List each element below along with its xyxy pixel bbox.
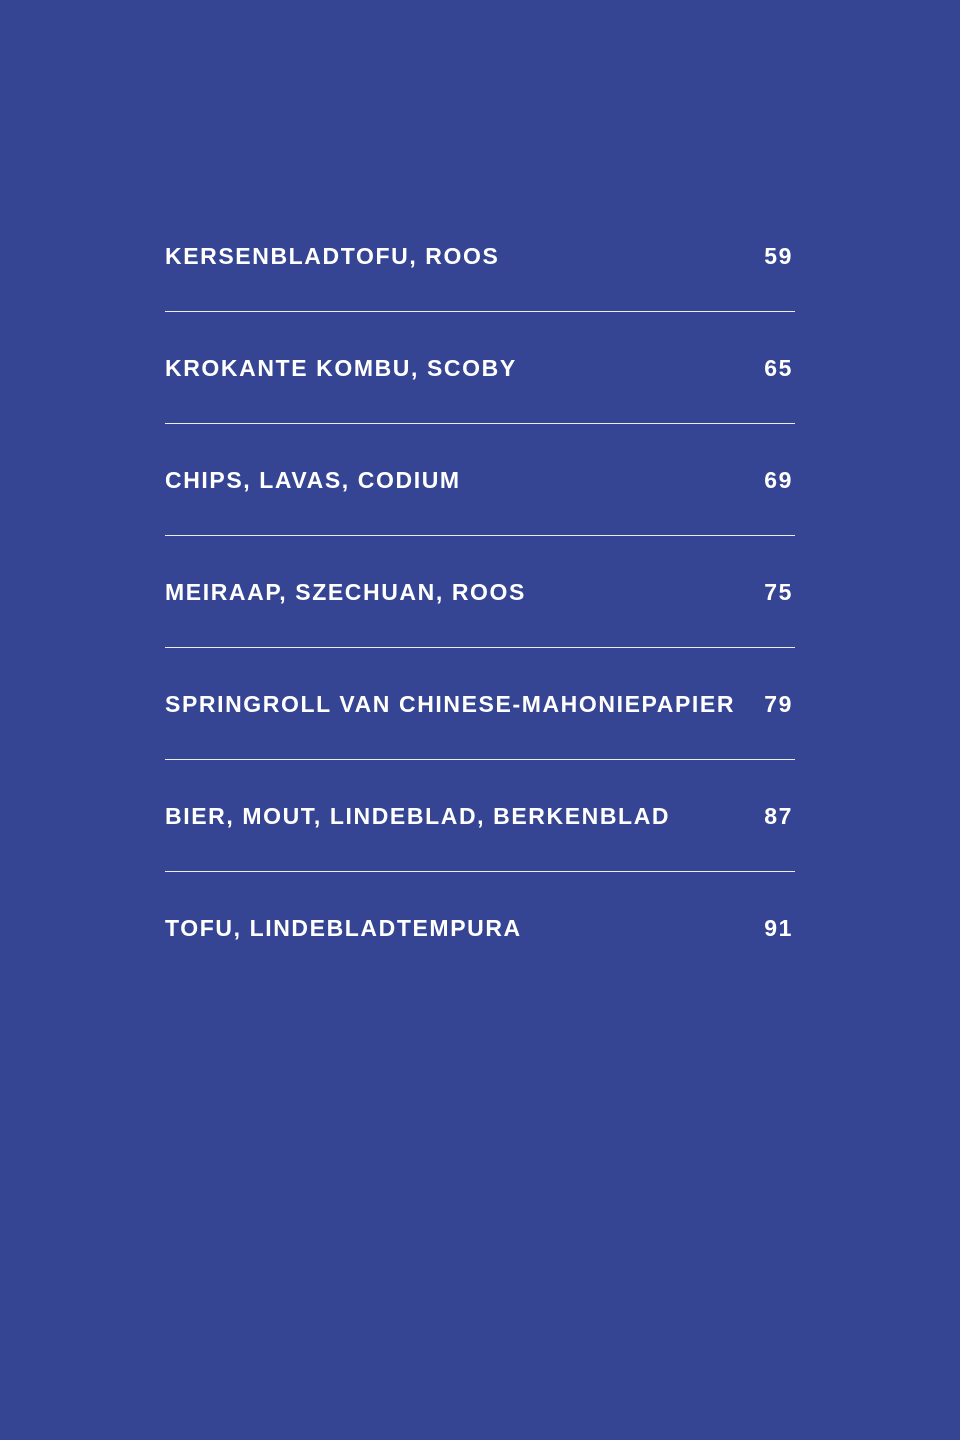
toc-entry-title: MEIRAAP, SZECHUAN, ROOS (165, 579, 526, 605)
toc-entry[interactable] (165, 200, 795, 312)
toc-entry[interactable] (165, 536, 795, 648)
toc-entry-title: SPRINGROLL VAN CHINESE-MAHONIEPAPIER (165, 691, 736, 717)
toc-entry-page-number: 75 (764, 579, 793, 605)
toc-entry-title: KERSENBLADTOFU, ROOS (165, 243, 500, 269)
toc-entry-page-number: 91 (764, 915, 793, 941)
toc-entry-title: TOFU, LINDEBLADTEMPURA (165, 915, 522, 941)
table-of-contents (165, 200, 795, 984)
toc-entry-page-number: 87 (764, 803, 793, 829)
toc-entry-page-number: 59 (764, 243, 793, 269)
toc-entry[interactable] (165, 760, 795, 872)
toc-entry-title: CHIPS, LAVAS, CODIUM (165, 467, 461, 493)
toc-entry-page-number: 65 (764, 355, 793, 381)
toc-entry[interactable] (165, 872, 795, 984)
toc-entry[interactable] (165, 648, 795, 760)
toc-entry[interactable] (165, 312, 795, 424)
toc-entry-page-number: 79 (764, 691, 793, 717)
toc-entry[interactable] (165, 424, 795, 536)
toc-entry-title: KROKANTE KOMBU, SCOBY (165, 355, 517, 381)
toc-entry-page-number: 69 (764, 467, 793, 493)
toc-entry-title: BIER, MOUT, LINDEBLAD, BERKENBLAD (165, 803, 671, 829)
